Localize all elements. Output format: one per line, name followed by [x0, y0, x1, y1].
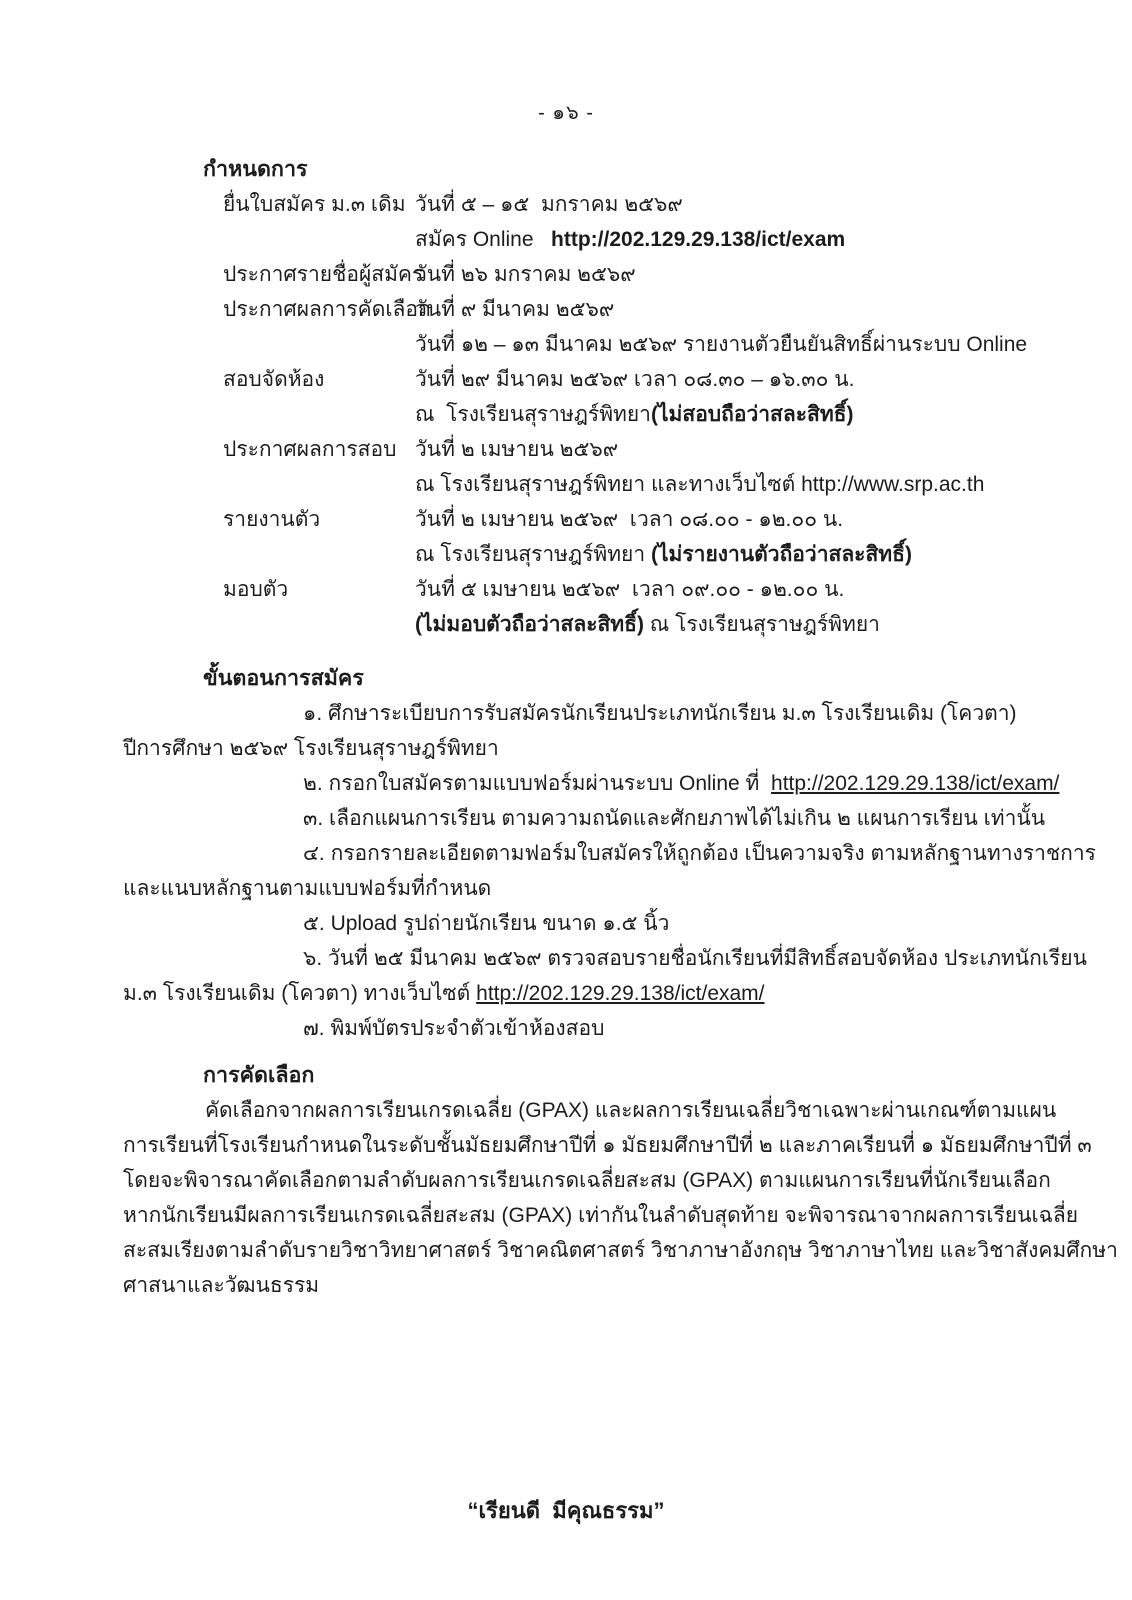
schedule-row-value	[415, 257, 1132, 292]
schedule-row-label	[223, 467, 415, 502]
step-line	[123, 871, 1132, 906]
schedule-value-text: ณ โรงเรียนสุราษฎร์พิทยา	[415, 403, 651, 426]
schedule-row	[223, 292, 1132, 327]
schedule-value-text: ณ โรงเรียนสุราษฎร์พิทยา	[415, 543, 651, 566]
step-text: ๑. ศึกษาระเบียบการรับสมัครนักเรียนประเภทนักเรียน ม.๓ โรงเรียนเดิม (โควตา)	[303, 702, 1017, 725]
forfeit-warning-text: (ไม่รายงานตัวถือว่าสละสิทธิ์)	[650, 543, 912, 566]
forfeit-warning-text: (ไม่สอบถือว่าสละสิทธิ์)	[650, 403, 854, 426]
schedule-row-value	[415, 572, 1132, 607]
schedule-row-label	[223, 537, 415, 572]
selection-line: หากนักเรียนมีผลการเรียนเกรดเฉลี่ยสะสม (GPAX) เท่ากันในลำดับสุดท้าย จะพิจารณาจากผลการเรียนเฉลี่ย	[123, 1204, 1079, 1227]
application-url-link[interactable]: http://202.129.29.138/ict/exam/	[476, 982, 765, 1005]
schedule-row-value	[415, 187, 1132, 222]
schedule-value-text: สมัคร Online	[415, 228, 552, 251]
step-line	[123, 976, 1132, 1011]
step-text: ๒. กรอกใบสมัครตามแบบฟอร์มผ่านระบบ Online ที่	[303, 772, 772, 795]
step-text: ม.๓ โรงเรียนเดิม (โควตา) ทางเว็บไซต์	[123, 982, 477, 1005]
step-line	[303, 941, 1132, 976]
schedule-row	[223, 257, 1132, 292]
step-text: และแนบหลักฐานตามแบบฟอร์มที่กำหนด	[123, 877, 492, 900]
schedule-row-label: ประกาศรายชื่อผู้สมัคร	[223, 263, 424, 286]
step-line	[303, 906, 1132, 941]
schedule-value-text: วันที่ ๒ เมษายน ๒๕๖๙	[415, 438, 619, 461]
schedule-value-text: วันที่ ๕ เมษายน ๒๕๖๙ เวลา ๐๙.๐๐ - ๑๒.๐๐ น.	[415, 578, 845, 601]
schedule-value-text: ณ โรงเรียนสุราษฎร์พิทยา	[643, 613, 880, 636]
schedule-row	[223, 362, 1132, 397]
schedule-row	[223, 397, 1132, 432]
schedule-row-value	[415, 327, 1132, 362]
schedule-row-value	[415, 607, 1132, 642]
schedule-row-value	[415, 537, 1132, 572]
schedule-row-label: ประกาศผลการคัดเลือก	[223, 298, 431, 321]
selection-line: สะสมเรียงตามลำดับรายวิชาวิทยาศาสตร์ วิชาคณิตศาสตร์ วิชาภาษาอังกฤษ วิชาภาษาไทย และวิชาสังคมศึกษา	[123, 1239, 1118, 1262]
schedule-row	[223, 467, 1132, 502]
schedule-row-label: รายงานตัว	[223, 508, 321, 531]
schedule-row	[223, 537, 1132, 572]
application-url-text: http://202.129.29.138/ict/exam	[551, 228, 846, 251]
step-line	[303, 696, 1132, 731]
schedule-row	[223, 572, 1132, 607]
step-line	[123, 731, 1132, 766]
schedule-value-text: วันที่ ๒๙ มีนาคม ๒๕๖๙ เวลา ๐๘.๓๐ – ๑๖.๓๐ น.	[415, 368, 855, 391]
schedule-row-value	[415, 432, 1132, 467]
schedule-value-text: วันที่ ๙ มีนาคม ๒๕๖๙	[415, 298, 615, 321]
schedule-row-label: สอบจัดห้อง	[223, 368, 325, 391]
schedule-row	[223, 607, 1132, 642]
selection-line: คัดเลือกจากผลการเรียนเกรดเฉลี่ย (GPAX) และผลการเรียนเฉลี่ยวิชาเฉพาะผ่านเกณฑ์ตามแผน	[205, 1099, 1057, 1122]
step-line	[303, 836, 1132, 871]
forfeit-warning-text: (ไม่มอบตัวถือว่าสละสิทธิ์)	[415, 613, 644, 636]
selection-line: โดยจะพิจารณาคัดเลือกตามลำดับผลการเรียนเกรดเฉลี่ยสะสม (GPAX) ตามแผนการเรียนที่นักเรียนเลือก	[123, 1169, 1051, 1192]
page-number: - ๑๖ -	[538, 102, 594, 124]
section-heading-selection: การคัดเลือก	[203, 1063, 315, 1087]
section-heading-schedule: กำหนดการ	[203, 157, 308, 181]
schedule-value-text: วันที่ ๕ – ๑๕ มกราคม ๒๕๖๙	[415, 193, 683, 216]
step-text: ๕. Upload รูปถ่ายนักเรียน ขนาด ๑.๕ นิ้ว	[303, 912, 670, 935]
schedule-row-value	[415, 502, 1132, 537]
step-text: ปีการศึกษา ๒๕๖๙ โรงเรียนสุราษฎร์พิทยา	[123, 737, 499, 760]
schedule-row-value	[415, 397, 1132, 432]
step-text: ๗. พิมพ์บัตรประจำตัวเข้าห้องสอบ	[303, 1017, 605, 1040]
step-line	[303, 1011, 1132, 1046]
selection-paragraph	[0, 1093, 1132, 1303]
step-line	[303, 766, 1132, 801]
schedule-row-label	[223, 397, 415, 432]
schedule-row	[223, 327, 1132, 362]
application-url-link[interactable]: http://202.129.29.138/ict/exam/	[771, 772, 1060, 795]
schedule-value-text: วันที่ ๒๖ มกราคม ๒๕๖๙	[415, 263, 636, 286]
step-text: ๔. กรอกรายละเอียดตามฟอร์มใบสมัครให้ถูกต้อง เป็นความจริง ตามหลักฐานทางราชการ	[303, 842, 1096, 865]
schedule-row-value	[415, 467, 1132, 502]
schedule-row-value	[415, 222, 1132, 257]
schedule-row	[223, 502, 1132, 537]
schedule-row-label: ประกาศผลการสอบ	[223, 438, 397, 461]
steps-list	[0, 696, 1132, 1046]
selection-line: ศาสนาและวัฒนธรรม	[123, 1274, 320, 1297]
schedule-row-value	[415, 362, 1132, 397]
schedule-row-label	[223, 607, 415, 642]
schedule-row	[223, 222, 1132, 257]
schedule-table	[223, 187, 1132, 642]
footer-quote: “เรียนดี มีคุณธรรม”	[467, 1498, 665, 1523]
step-line	[303, 801, 1132, 836]
step-text: ๓. เลือกแผนการเรียน ตามความถนัดและศักยภาพได้ไม่เกิน ๒ แผนการเรียน เท่านั้น	[303, 807, 1046, 830]
schedule-row-value	[415, 292, 1132, 327]
schedule-row-label	[223, 327, 415, 362]
schedule-row	[223, 187, 1132, 222]
schedule-row-label	[223, 222, 415, 257]
schedule-value-text: วันที่ ๑๒ – ๑๓ มีนาคม ๒๕๖๙ รายงานตัวยืนยันสิทธิ์ผ่านระบบ Online	[415, 333, 1028, 356]
schedule-value-text: ณ โรงเรียนสุราษฎร์พิทยา และทางเว็บไซต์ http://www.srp.ac.th	[415, 473, 985, 496]
schedule-row	[223, 432, 1132, 467]
schedule-row-label: มอบตัว	[223, 578, 289, 601]
selection-line: การเรียนที่โรงเรียนกำหนดในระดับชั้นมัธยมศึกษาปีที่ ๑ มัธยมศึกษาปีที่ ๒ และภาคเรียนที่ ๑ มัธยมศึกษาปีที่ ๓	[123, 1134, 1092, 1157]
step-text: ๖. วันที่ ๒๕ มีนาคม ๒๕๖๙ ตรวจสอบรายชื่อนักเรียนที่มีสิทธิ์สอบจัดห้อง ประเภทนักเรียน	[303, 947, 1087, 970]
schedule-value-text: วันที่ ๒ เมษายน ๒๕๖๙ เวลา ๐๘.๐๐ - ๑๒.๐๐ น.	[415, 508, 844, 531]
section-heading-steps: ขั้นตอนการสมัคร	[203, 666, 364, 690]
schedule-row-label: ยื่นใบสมัคร ม.๓ เดิม	[223, 193, 406, 216]
